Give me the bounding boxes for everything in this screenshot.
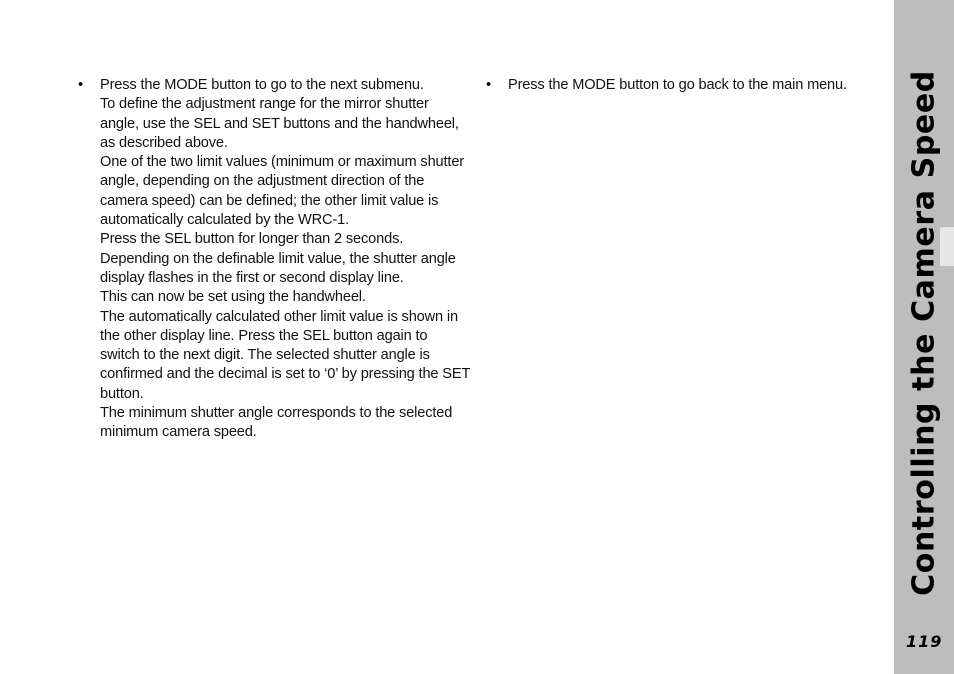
chapter-tab-marker (940, 227, 954, 266)
paragraph-press-sel: Press the SEL button for longer than 2 seconds. (100, 231, 404, 248)
paragraph-next-submenu: Press the MODE button to go to the next submenu. (100, 77, 424, 93)
paragraph-set-handwheel: This can now be set using the handwheel. (100, 289, 366, 306)
chapter-title: Controlling the Camera Speed (906, 70, 942, 596)
bullet-dot-icon: • (78, 77, 83, 93)
instruction-bullet-main-menu (486, 76, 876, 95)
paragraph-display-flashes: Depending on the definable limit value, the shutter angle display flashes in the first or second display line. (100, 250, 456, 286)
paragraph-minimum-angle: The minimum shutter angle corresponds to the selected minimum camera speed. (100, 405, 453, 441)
paragraph-back-main-menu: Press the MODE button to go back to the main menu. (508, 77, 847, 93)
left-column (78, 76, 470, 443)
paragraph-adjustment-range: To define the adjustment range for the mirror shutter angle, use the SEL and SET buttons and the handwheel, as described above. (100, 96, 459, 151)
instruction-bullet (78, 76, 470, 443)
bullet-dot-icon: • (486, 77, 491, 93)
right-column (486, 76, 876, 95)
page-number: 119 (906, 632, 943, 651)
paragraph-limit-values: One of the two limit values (minimum or maximum shutter angle, depending on the adjustment direction of the camera speed) can be defined; the other limit value is automatically calculated by the WRC-1. (100, 154, 464, 229)
paragraph-calculated-limit: The automatically calculated other limit value is shown in the other display line. Press the SEL button again to switch to the next digit. The selected shutter angle is confirmed and the decimal is set to ‘0’ by pressing the SET button. (100, 308, 470, 402)
